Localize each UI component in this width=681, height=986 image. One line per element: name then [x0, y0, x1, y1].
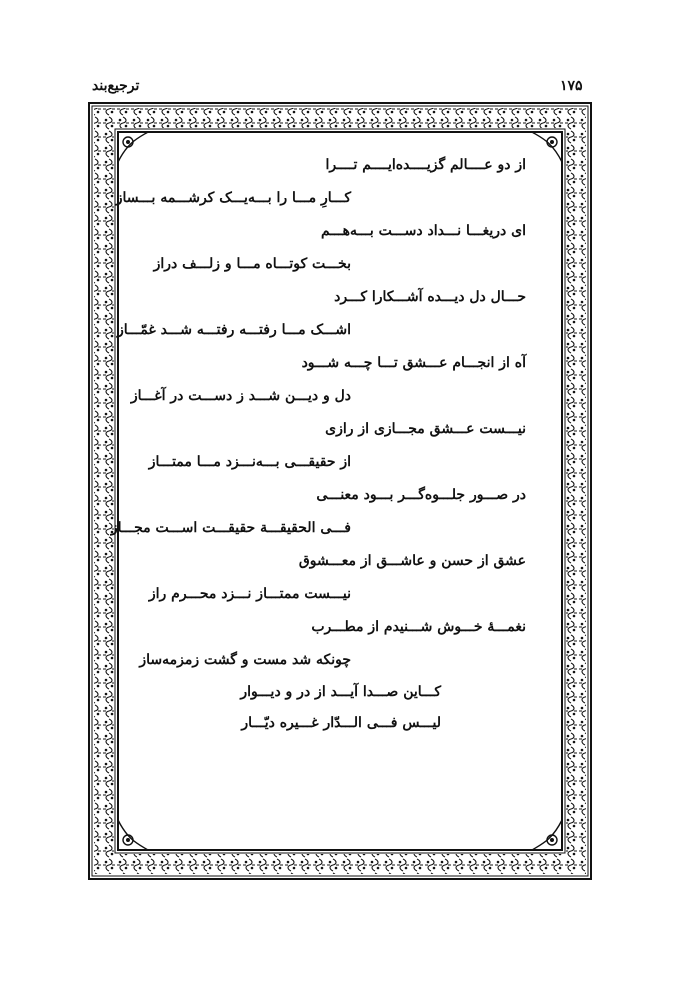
verse-line: فـــی الحقیقـــة حقیقـــت اســـت مجـــاز	[110, 520, 351, 536]
verse-line: بخـــت کوتـــاه مـــا و زلـــف دراز	[153, 256, 351, 272]
verse-line: اشـــک مـــا رفتـــه رفتـــه شـــد غمّـــاز	[116, 322, 351, 338]
verse-line: از دو عــــالم گزیــــده‌ایــــم تــــرا	[325, 157, 526, 173]
verse-line: از حقیقـــی بـــه‌نـــزد مـــا ممتـــاز	[148, 454, 351, 470]
verse-line: نیـــست عـــشق مجـــازی از رازی	[325, 421, 526, 437]
verse-line: نیـــست ممتـــاز نـــزد محـــرم راز	[148, 586, 351, 602]
section-title: ترجیع‌بند	[92, 78, 140, 94]
verse-line: حـــال دل دیـــده آشـــکارا کـــرد	[334, 289, 526, 305]
verse-line: کـــارِ مـــا را بـــه‌یـــک کرشـــمه بـــساز	[115, 190, 351, 206]
refrain-line: کـــاین صـــدا آیـــد از در و دیـــوار	[240, 684, 441, 700]
verse-line: دل و دیـــن شـــد ز دســـت در آغـــاز	[130, 388, 351, 404]
verse-line: چونکه شد مست و گشت زمزمه‌ساز	[139, 652, 351, 668]
verse-line: عشق از حسن و عاشـــق از معـــشوق	[298, 553, 526, 569]
verse-line: نغمـــهٔ خـــوش شـــنیدم از مطـــرب	[311, 619, 526, 635]
page-number: ۱۷۵	[560, 78, 583, 94]
verse-line: ای دریغـــا نـــداد دســـت بـــه‌هـــم	[321, 223, 526, 239]
refrain-line: لیـــس فـــی الـــدّار غـــیره دیّـــار	[241, 715, 441, 731]
verse-line: آه از انجـــام عـــشق تـــا چـــه شـــود	[301, 355, 526, 371]
verse-line: در صـــور جلـــوه‌گـــر بـــود معنـــی	[316, 487, 526, 503]
